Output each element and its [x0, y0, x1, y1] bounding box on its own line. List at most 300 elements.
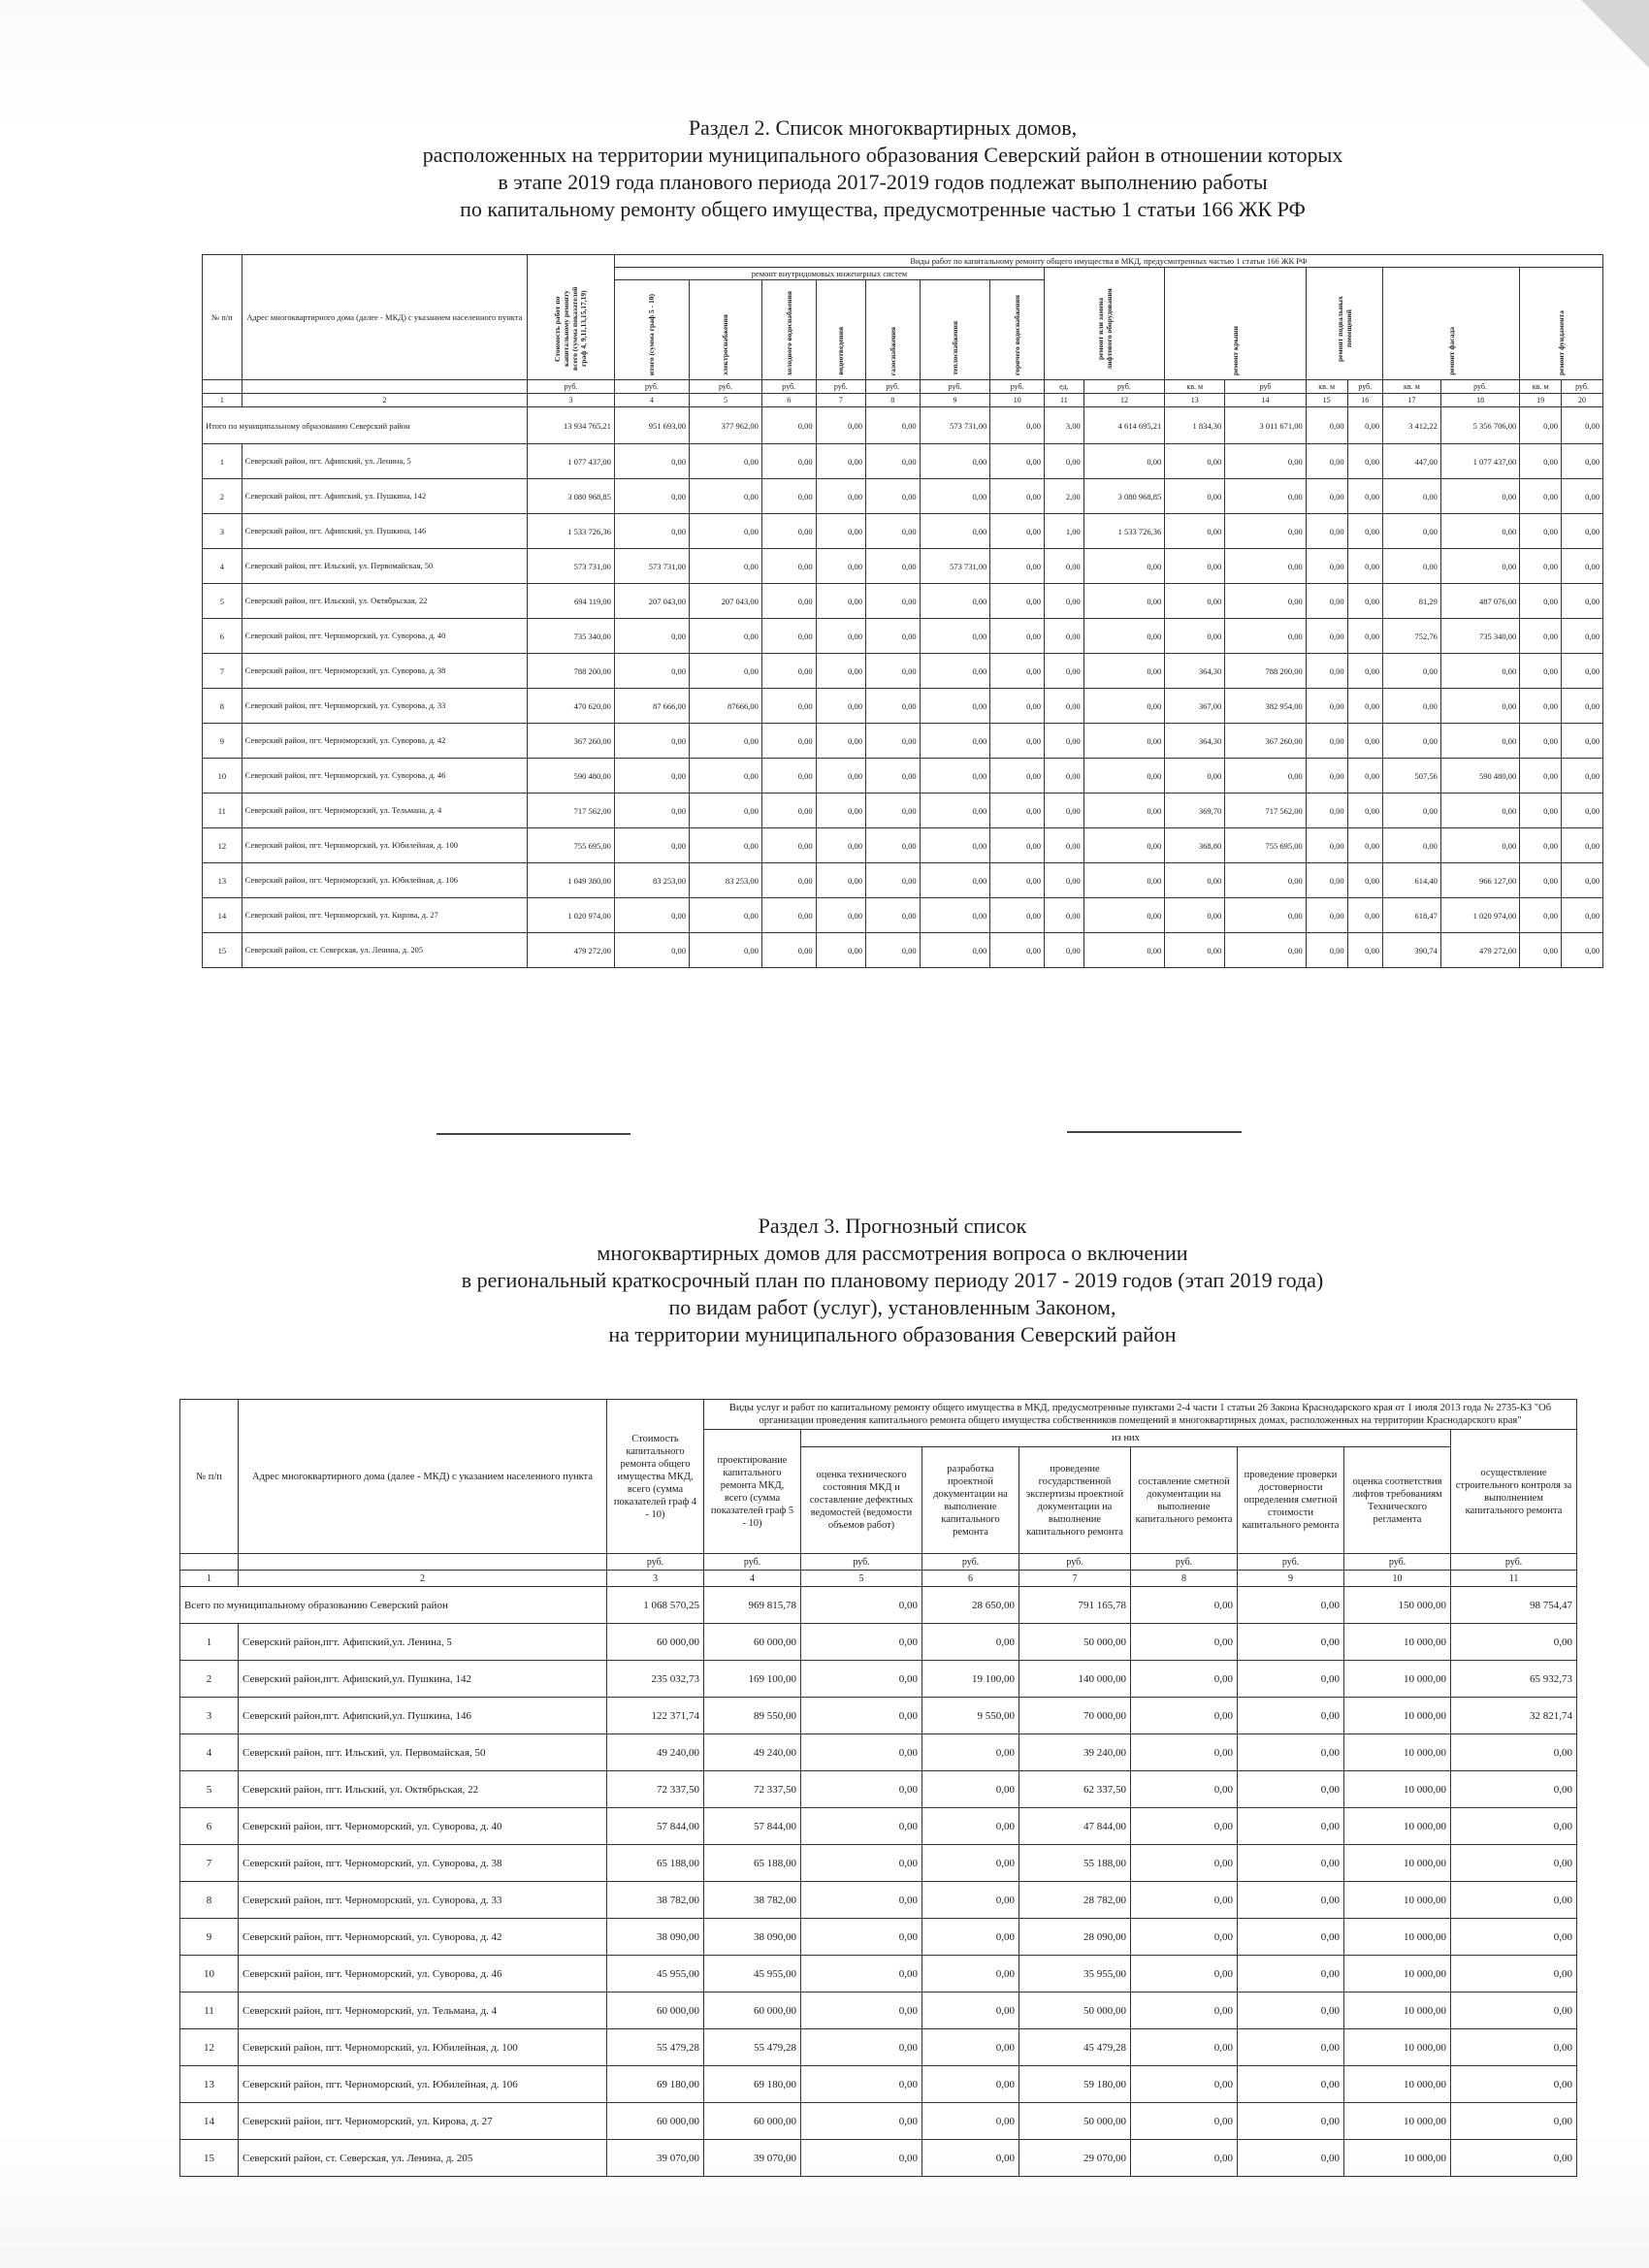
value-cell: 0,00 [816, 794, 865, 828]
row-address: Северский район, пгт. Черноморский, ул. Юбилейная, д. 100 [242, 828, 527, 863]
value-cell: 0,00 [1131, 1661, 1238, 1698]
column-number-cell: 6 [761, 394, 816, 407]
value-cell: 0,00 [816, 759, 865, 794]
total-value-cell: 0,00 [761, 407, 816, 444]
value-cell: 87666,00 [689, 689, 761, 724]
value-cell: 0,00 [990, 479, 1045, 514]
total-value-cell: 1 068 570,25 [607, 1587, 704, 1624]
value-cell: 62 337,50 [1019, 1771, 1131, 1808]
value-cell: 0,00 [922, 1771, 1019, 1808]
value-cell: 0,00 [1520, 689, 1562, 724]
value-cell: 57 844,00 [607, 1808, 704, 1845]
unit-cell: руб. [607, 1554, 704, 1571]
value-cell: 0,00 [990, 724, 1045, 759]
value-cell: 0,00 [689, 444, 761, 479]
value-cell: 0,00 [1347, 689, 1382, 724]
value-cell: 0,00 [1520, 479, 1562, 514]
separator-line [1067, 1131, 1242, 1133]
table-row [180, 1919, 1577, 1956]
value-cell: 614,40 [1382, 863, 1440, 898]
value-cell: 368,80 [1165, 828, 1225, 863]
value-cell: 0,00 [920, 689, 990, 724]
value-cell: 0,00 [1382, 654, 1440, 689]
value-cell: 0,00 [1306, 724, 1347, 759]
value-cell: 59 180,00 [1019, 2066, 1131, 2103]
value-cell: 0,00 [801, 1882, 922, 1919]
row-number: 14 [180, 2103, 239, 2140]
value-cell: 0,00 [1238, 2103, 1344, 2140]
row-address: Северский район, пгт. Ильский, ул. Первомайская, 50 [239, 1734, 607, 1771]
value-cell: 0,00 [689, 549, 761, 584]
column-number-cell: 19 [1520, 394, 1562, 407]
col-header-address: Адрес многоквартирного дома (далее - МКД) с указанием населенного пункта [242, 255, 527, 380]
column-number-cell: 14 [1225, 394, 1306, 407]
row-address: Северский район, пгт. Черноморский, ул. Тельмана, д. 4 [239, 1993, 607, 2029]
value-cell: 70 000,00 [1019, 1698, 1131, 1734]
works-group-header: Виды работ по капитальному ремонту общего имущества в МКД, предусмотренных частью 1 статьи 166 ЖК РФ [614, 255, 1602, 268]
value-cell: 0,00 [1347, 584, 1382, 619]
row-address: Северский район, пгт. Черноморский, ул. Суворова, д. 42 [242, 724, 527, 759]
row-address: Северский район, пгт. Афипский, ул. Ленина, 5 [242, 444, 527, 479]
value-cell: 0,00 [761, 933, 816, 968]
value-cell: 0,00 [1238, 1956, 1344, 1993]
table-row [180, 2103, 1577, 2140]
value-cell: 0,00 [1045, 444, 1084, 479]
value-cell: 2,00 [1045, 479, 1084, 514]
value-cell: 0,00 [1225, 514, 1306, 549]
row-number: 15 [180, 2140, 239, 2177]
value-cell: 0,00 [1382, 724, 1440, 759]
value-cell: 0,00 [1165, 759, 1225, 794]
table-row [180, 1845, 1577, 1882]
separator-line [436, 1133, 630, 1135]
value-cell: 0,00 [1131, 1845, 1238, 1882]
value-cell: 487 076,00 [1440, 584, 1519, 619]
value-cell: 590 480,00 [528, 759, 615, 794]
value-cell: 0,00 [1238, 1919, 1344, 1956]
value-cell: 0,00 [865, 479, 920, 514]
col-header-total: итого (сумма граф 5 - 10) [614, 280, 689, 380]
value-cell: 0,00 [1451, 1956, 1577, 1993]
value-cell: 590 480,00 [1440, 759, 1519, 794]
value-cell: 0,00 [1347, 619, 1382, 654]
value-cell: 0,00 [1440, 689, 1519, 724]
value-cell: 0,00 [801, 1661, 922, 1698]
col-header-project-docs: разработка проектной документации на выполнение капитального ремонта [922, 1447, 1019, 1554]
value-cell: 0,00 [801, 1993, 922, 2029]
value-cell: 0,00 [1562, 794, 1603, 828]
value-cell: 65 188,00 [704, 1845, 801, 1882]
value-cell: 60 000,00 [704, 2103, 801, 2140]
unit-cell: руб. [801, 1554, 922, 1571]
value-cell: 0,00 [920, 933, 990, 968]
column-number-cell: 7 [816, 394, 865, 407]
value-cell: 0,00 [990, 828, 1045, 863]
value-cell: 0,00 [1451, 2066, 1577, 2103]
value-cell: 0,00 [922, 1845, 1019, 1882]
value-cell: 788 200,00 [1225, 654, 1306, 689]
table-row [180, 1956, 1577, 1993]
value-cell: 0,00 [816, 549, 865, 584]
value-cell: 57 844,00 [704, 1808, 801, 1845]
value-cell: 0,00 [1045, 549, 1084, 584]
total-value-cell: 98 754,47 [1451, 1587, 1577, 1624]
value-cell: 0,00 [990, 689, 1045, 724]
value-cell: 0,00 [1238, 1734, 1344, 1771]
column-number-cell: 3 [528, 394, 615, 407]
value-cell: 0,00 [1045, 724, 1084, 759]
value-cell: 0,00 [1382, 549, 1440, 584]
row-address: Северский район, пгт. Черноморский, ул. Суворова, д. 33 [242, 689, 527, 724]
value-cell: 0,00 [1451, 2029, 1577, 2066]
row-number: 3 [180, 1698, 239, 1734]
value-cell: 0,00 [689, 759, 761, 794]
value-cell: 0,00 [865, 444, 920, 479]
value-cell: 0,00 [922, 1956, 1019, 1993]
section3-table [179, 1399, 1577, 2177]
value-cell: 0,00 [761, 619, 816, 654]
value-cell: 39 070,00 [607, 2140, 704, 2177]
total-value-cell: 377 962,00 [689, 407, 761, 444]
value-cell: 0,00 [816, 898, 865, 933]
col-header-cost: Стоимость работ по капитальному ремонту всего (сумма показателей граф 4, 9,11,13,15,17,19) [528, 255, 615, 380]
value-cell: 0,00 [1306, 479, 1347, 514]
column-number-cell: 2 [242, 394, 527, 407]
value-cell: 0,00 [1131, 1734, 1238, 1771]
row-number: 11 [203, 794, 242, 828]
col-header-cost: Стоимость капитального ремонта общего имущества МКД, всего (сумма показателей граф 4 - 10) [607, 1400, 704, 1554]
col-header-roof: ремонт крыши [1165, 268, 1307, 380]
column-number-cell: 10 [1344, 1571, 1451, 1587]
value-cell: 367,00 [1165, 689, 1225, 724]
value-cell: 0,00 [1382, 794, 1440, 828]
value-cell: 0,00 [1131, 2103, 1238, 2140]
value-cell: 3 080 968,85 [1083, 479, 1164, 514]
unit-cell: руб. [528, 380, 615, 394]
value-cell: 0,00 [1131, 2140, 1238, 2177]
value-cell: 752,76 [1382, 619, 1440, 654]
value-cell: 0,00 [920, 898, 990, 933]
row-address: Северский район, пгт. Черноморский, ул. Кирова, д. 27 [239, 2103, 607, 2140]
value-cell: 0,00 [1520, 654, 1562, 689]
value-cell: 1,00 [1045, 514, 1084, 549]
value-cell: 0,00 [761, 828, 816, 863]
row-number: 10 [180, 1956, 239, 1993]
row-number: 2 [203, 479, 242, 514]
value-cell: 788 200,00 [528, 654, 615, 689]
value-cell: 0,00 [1520, 759, 1562, 794]
value-cell: 19 100,00 [922, 1661, 1019, 1698]
table-row [180, 1698, 1577, 1734]
value-cell: 60 000,00 [704, 1624, 801, 1661]
table-row [203, 654, 1603, 689]
value-cell: 0,00 [1131, 1698, 1238, 1734]
unit-cell: руб [1225, 380, 1306, 394]
value-cell: 717 562,00 [1225, 794, 1306, 828]
row-number: 12 [180, 2029, 239, 2066]
column-number-cell: 11 [1045, 394, 1084, 407]
value-cell: 0,00 [614, 479, 689, 514]
column-number-cell: 20 [1562, 394, 1603, 407]
row-address: Северский район, пгт. Черноморский, ул. Кирова, д. 27 [242, 898, 527, 933]
value-cell: 0,00 [689, 514, 761, 549]
value-cell: 0,00 [922, 2029, 1019, 2066]
table-row [203, 584, 1603, 619]
value-cell: 0,00 [1306, 759, 1347, 794]
value-cell: 0,00 [1306, 549, 1347, 584]
value-cell: 0,00 [1225, 863, 1306, 898]
value-cell: 0,00 [920, 514, 990, 549]
col-header-estimate: составление сметной документации на выполнение капитального ремонта [1131, 1447, 1238, 1554]
value-cell: 0,00 [920, 619, 990, 654]
value-cell: 0,00 [990, 863, 1045, 898]
value-cell: 0,00 [1131, 2066, 1238, 2103]
value-cell: 0,00 [816, 689, 865, 724]
value-cell: 0,00 [801, 1845, 922, 1882]
row-number: 6 [180, 1808, 239, 1845]
value-cell: 0,00 [761, 898, 816, 933]
table-row [203, 759, 1603, 794]
row-number: 1 [180, 1624, 239, 1661]
value-cell: 0,00 [1083, 584, 1164, 619]
value-cell: 0,00 [689, 828, 761, 863]
value-cell: 0,00 [689, 479, 761, 514]
value-cell: 0,00 [1045, 584, 1084, 619]
row-address: Северский район, пгт. Ильский, ул. Первомайская, 50 [242, 549, 527, 584]
value-cell: 0,00 [1238, 2066, 1344, 2103]
value-cell: 0,00 [1131, 1956, 1238, 1993]
value-cell: 0,00 [1382, 689, 1440, 724]
col-header-heat: теплоснабжения [920, 280, 990, 380]
total-value-cell: 791 165,78 [1019, 1587, 1131, 1624]
column-number-cell: 4 [614, 394, 689, 407]
value-cell: 0,00 [990, 584, 1045, 619]
value-cell: 573 731,00 [614, 549, 689, 584]
value-cell: 0,00 [920, 654, 990, 689]
value-cell: 382 954,00 [1225, 689, 1306, 724]
value-cell: 28 782,00 [1019, 1882, 1131, 1919]
table-row [180, 1624, 1577, 1661]
value-cell: 29 070,00 [1019, 2140, 1131, 2177]
value-cell: 0,00 [801, 1698, 922, 1734]
value-cell: 1 077 437,00 [1440, 444, 1519, 479]
value-cell: 0,00 [1520, 584, 1562, 619]
value-cell: 0,00 [816, 828, 865, 863]
total-value-cell: 5 356 706,00 [1440, 407, 1519, 444]
value-cell: 0,00 [1306, 514, 1347, 549]
value-cell: 50 000,00 [1019, 1993, 1131, 2029]
column-number-cell: 3 [607, 1571, 704, 1587]
value-cell: 87 666,00 [614, 689, 689, 724]
row-number: 4 [203, 549, 242, 584]
total-value-cell: 0,00 [1520, 407, 1562, 444]
row-address: Северский район, пгт. Черноморский, ул. Юбилейная, д. 100 [239, 2029, 607, 2066]
total-value-cell: 0,00 [865, 407, 920, 444]
column-number-cell: 5 [801, 1571, 922, 1587]
value-cell: 83 253,00 [614, 863, 689, 898]
row-number: 12 [203, 828, 242, 863]
table-row [180, 1771, 1577, 1808]
row-number: 1 [203, 444, 242, 479]
value-cell: 10 000,00 [1344, 1661, 1451, 1698]
value-cell: 0,00 [1306, 654, 1347, 689]
value-cell: 0,00 [614, 514, 689, 549]
row-address: Северский район, пгт. Черноморский, ул. Суворова, д. 33 [239, 1882, 607, 1919]
value-cell: 0,00 [1562, 514, 1603, 549]
services-group-header: Виды услуг и работ по капитальному ремонту общего имущества в МКД, предусмотренные пунктами 2-4 части 1 статьи 26 Закона Краснодарского края от 1 июля 2013 года № 2735-КЗ "Об организации проведения капитального ремонта общего имущества собственников помещений в многоквартирных домах, расположенных на территории Краснодарского края" [704, 1400, 1577, 1430]
value-cell: 39 070,00 [704, 2140, 801, 2177]
value-cell: 0,00 [1165, 619, 1225, 654]
value-cell: 0,00 [865, 863, 920, 898]
value-cell: 9 550,00 [922, 1698, 1019, 1734]
value-cell: 0,00 [1347, 794, 1382, 828]
value-cell: 0,00 [1045, 898, 1084, 933]
total-value-cell: 3 412,22 [1382, 407, 1440, 444]
row-address: Северский район, пгт. Черноморский, ул. Суворова, д. 40 [239, 1808, 607, 1845]
value-cell: 0,00 [1451, 1734, 1577, 1771]
value-cell: 65 188,00 [607, 1845, 704, 1882]
row-address: Северский район,пгт. Афипский,ул. Пушкина, 146 [239, 1698, 607, 1734]
value-cell: 38 090,00 [607, 1919, 704, 1956]
row-number: 14 [203, 898, 242, 933]
value-cell: 38 782,00 [704, 1882, 801, 1919]
column-number-cell: 8 [865, 394, 920, 407]
value-cell: 60 000,00 [607, 1624, 704, 1661]
value-cell: 0,00 [1440, 479, 1519, 514]
total-value-cell: 573 731,00 [920, 407, 990, 444]
value-cell: 0,00 [990, 514, 1045, 549]
unit-cell: кв. м [1382, 380, 1440, 394]
value-cell: 0,00 [614, 933, 689, 968]
value-cell: 0,00 [1347, 654, 1382, 689]
value-cell: 364,30 [1165, 724, 1225, 759]
value-cell: 470 620,00 [528, 689, 615, 724]
value-cell: 0,00 [1520, 828, 1562, 863]
value-cell: 0,00 [1440, 724, 1519, 759]
value-cell: 755 695,00 [528, 828, 615, 863]
row-number: 5 [203, 584, 242, 619]
value-cell: 0,00 [1382, 514, 1440, 549]
value-cell: 10 000,00 [1344, 1734, 1451, 1771]
value-cell: 0,00 [1165, 444, 1225, 479]
unit-cell: руб. [922, 1554, 1019, 1571]
column-numbers-row [180, 1571, 1577, 1587]
value-cell: 0,00 [990, 898, 1045, 933]
value-cell: 0,00 [1225, 584, 1306, 619]
value-cell: 0,00 [865, 759, 920, 794]
value-cell: 1 049 380,00 [528, 863, 615, 898]
value-cell: 0,00 [1131, 1771, 1238, 1808]
value-cell: 0,00 [1306, 828, 1347, 863]
column-number-cell: 13 [1165, 394, 1225, 407]
value-cell: 0,00 [801, 1771, 922, 1808]
unit-cell: руб. [865, 380, 920, 394]
value-cell: 0,00 [816, 514, 865, 549]
unit-cell: руб. [761, 380, 816, 394]
row-number: 10 [203, 759, 242, 794]
unit-cell: руб. [1562, 380, 1603, 394]
row-address: Северский район, ст. Северская, ул. Ленина, д. 205 [242, 933, 527, 968]
value-cell: 50 000,00 [1019, 1624, 1131, 1661]
table-row [203, 933, 1603, 968]
col-header-design: проектирование капитального ремонта МКД, всего (сумма показателей граф 5 - 10) [704, 1430, 801, 1554]
value-cell: 0,00 [1347, 549, 1382, 584]
value-cell: 0,00 [1238, 1808, 1344, 1845]
value-cell: 50 000,00 [1019, 2103, 1131, 2140]
value-cell: 0,00 [1440, 514, 1519, 549]
value-cell: 0,00 [614, 828, 689, 863]
value-cell: 0,00 [1451, 1993, 1577, 2029]
value-cell: 0,00 [1238, 1698, 1344, 1734]
value-cell: 0,00 [1306, 794, 1347, 828]
value-cell: 0,00 [1131, 1808, 1238, 1845]
value-cell: 367 260,00 [528, 724, 615, 759]
row-address: Северский район, пгт. Черноморский, ул. Суворова, д. 38 [242, 654, 527, 689]
value-cell: 60 000,00 [607, 2103, 704, 2140]
unit-cell: руб. [990, 380, 1045, 394]
value-cell: 10 000,00 [1344, 1956, 1451, 1993]
value-cell: 140 000,00 [1019, 1661, 1131, 1698]
value-cell: 618,47 [1382, 898, 1440, 933]
value-cell: 0,00 [1347, 863, 1382, 898]
table-row [203, 863, 1603, 898]
table-row [180, 1882, 1577, 1919]
table-row [203, 444, 1603, 479]
value-cell: 0,00 [1165, 549, 1225, 584]
value-cell: 0,00 [1225, 619, 1306, 654]
value-cell: 0,00 [689, 933, 761, 968]
value-cell: 0,00 [1562, 759, 1603, 794]
value-cell: 0,00 [1165, 863, 1225, 898]
value-cell: 10 000,00 [1344, 1845, 1451, 1882]
row-address: Северский район,пгт. Афипский,ул. Пушкина, 142 [239, 1661, 607, 1698]
column-number-cell: 2 [239, 1571, 607, 1587]
value-cell: 0,00 [1165, 898, 1225, 933]
folded-corner [1581, 0, 1649, 68]
value-cell: 0,00 [990, 549, 1045, 584]
row-address: Северский район, пгт. Ильский, ул. Октябрьская, 22 [239, 1771, 607, 1808]
value-cell: 0,00 [816, 654, 865, 689]
value-cell: 0,00 [1083, 549, 1164, 584]
value-cell: 10 000,00 [1344, 1993, 1451, 2029]
value-cell: 0,00 [1347, 933, 1382, 968]
value-cell: 364,30 [1165, 654, 1225, 689]
row-number: 13 [203, 863, 242, 898]
value-cell: 0,00 [614, 759, 689, 794]
value-cell: 0,00 [1347, 724, 1382, 759]
value-cell: 45 955,00 [704, 1956, 801, 1993]
value-cell: 0,00 [1347, 759, 1382, 794]
total-value-cell: 0,00 [1306, 407, 1347, 444]
row-number: 2 [180, 1661, 239, 1698]
value-cell: 0,00 [1440, 828, 1519, 863]
total-value-cell: 13 934 765,21 [528, 407, 615, 444]
col-header-assessment: оценка технического состояния МКД и составление дефектных ведомостей (ведомости объемов работ) [801, 1447, 922, 1554]
value-cell: 0,00 [920, 584, 990, 619]
value-cell: 0,00 [1083, 689, 1164, 724]
value-cell: 507,56 [1382, 759, 1440, 794]
column-number-cell: 18 [1440, 394, 1519, 407]
value-cell: 0,00 [920, 828, 990, 863]
value-cell: 755 695,00 [1225, 828, 1306, 863]
value-cell: 0,00 [1083, 619, 1164, 654]
value-cell: 0,00 [922, 1993, 1019, 2029]
value-cell: 10 000,00 [1344, 1698, 1451, 1734]
row-address: Северский район, пгт. Черноморский, ул. Юбилейная, д. 106 [242, 863, 527, 898]
col-header-verification: проведение проверки достоверности определения сметной стоимости капитального ремонта [1238, 1447, 1344, 1554]
unit-cell: руб. [1019, 1554, 1131, 1571]
value-cell: 0,00 [1520, 898, 1562, 933]
